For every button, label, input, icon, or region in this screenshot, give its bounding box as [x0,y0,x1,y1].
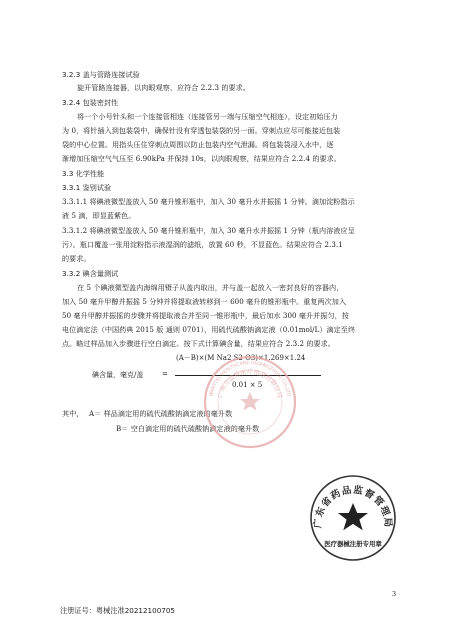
section-3-2-4-line-2: 为 0，将针插入到包装袋中，确保针没有穿透包装袋的另一面。穿刺点应尽可能接近包装 [62,126,341,135]
section-3-2-4-line-3: 袋的中心位置。用指头压住穿刺点周围以防止包装内空气泄漏。将包装袋浸入水中，逐 [62,140,334,149]
section-3-3-2-line-4: 电位滴定法（中国药典 2015 版 通则 0701），用硫代硫酸钠滴定液（0.01mol/L）滴定至终 [62,325,356,334]
company-seal-star-icon [240,392,260,411]
where-a: A＝ 样品滴定用的硫代硫酸钠滴定液的毫升数 [89,409,233,418]
section-3-3-2-line-3: 50 毫升甲醇并振摇的步骤并将提取液合并至同一锥形瓶中，最后加水 300 毫升并振匀，按 [62,311,349,320]
section-3-3-1-1-line-1: 3.3.1.1 将碘液微型盖放入 50 毫升锥形瓶中，加入 30 毫升水并振摇 1 分钟。滴加淀粉指示 [62,197,355,206]
section-3-2-3-title: 3.2.3 盖与管路连接试验 [62,70,140,79]
section-3-2-4-line-4: 渐增加压缩空气气压至 6.90kPa 并保持 10s，以肉眼观察，结果应符合 2.2.4 的要求。 [62,154,341,163]
fda-registration-stamp [308,473,398,563]
section-3-3-2-line-2: 加入 50 毫升甲醇并振摇 5 分钟并将提取液转移到一 600 毫升的锥形瓶中。重复两次加入 [62,297,347,306]
section-3-3-1-1-line-2: 液 5 滴，即显蓝紫色。 [62,211,136,220]
fda-stamp-arc-text: 广东省药品监督管理局 [312,484,394,529]
company-seal-english-text: WANTTEL HEALTHCARE (GUANGZHOU) CO.,LTD [209,360,291,398]
fda-stamp-star-icon [338,503,368,530]
company-seal-stamp [200,352,300,452]
formula-denominator: 0.01 × 5 [232,381,263,389]
section-3-2-4-title: 3.2.4 包装密封性 [62,98,119,107]
section-3-3-title: 3.3 化学性能 [62,169,105,178]
formula-numerator: (A－B)×(M Na2 S2 O3)×1.269×1.24 [176,354,306,362]
section-3-3-2-line-5: 点。略过样品加入步骤进行空白滴定。按下式计算碘含量，结果应符合 2.3.2 的要求。 [62,339,335,348]
formula-equals: = [162,370,168,378]
section-3-3-1-2-line-3: 的要求。 [62,254,91,263]
registration-footer: 注册证号：粤械注准20212100705 [60,606,175,615]
section-3-3-2-line-1: 在 5 个碘液微型盖内海绵用镊子从盖内取出，并与盖一起放入一密封良好的容器内， [77,283,344,292]
fda-stamp-bottom-text: 医疗器械注册专用章 [324,540,382,548]
formula-label: 碘含量，毫克/盖 [92,371,144,379]
where-b: B＝ 空白滴定用的硫代硫酸钠滴定液的毫升数 [116,424,260,433]
section-3-2-3-paragraph: 旋开管路连接器，以肉眼观察，应符合 2.2.3 的要求。 [77,83,250,92]
section-3-3-1-title: 3.3.1 鉴别试验 [62,183,112,192]
section-3-2-4-line-1: 将一个小号针头和一个连接管相连（连接管另一端与压缩空气相连），设定初始压力 [77,112,338,121]
section-3-3-2-title: 3.3.2 碘含量测试 [62,269,119,278]
page-number: 3 [392,590,397,598]
section-3-3-1-2-line-2: 污）。瓶口覆盖一张用淀粉指示液湿润的滤纸，放置 60 秒，不显蓝色。结果应符合 2.3.1 [62,240,343,249]
where-label: 其中， [62,409,84,418]
company-seal-text: 广州万益特医疗用品有限公司 [217,369,283,399]
section-3-3-1-2-line-1: 3.3.1.2 将碘液微型盖放入 50 毫升锥形瓶中，加入 30 毫升水并振摇 1 分钟（瓶内溶液应呈 [62,226,355,235]
